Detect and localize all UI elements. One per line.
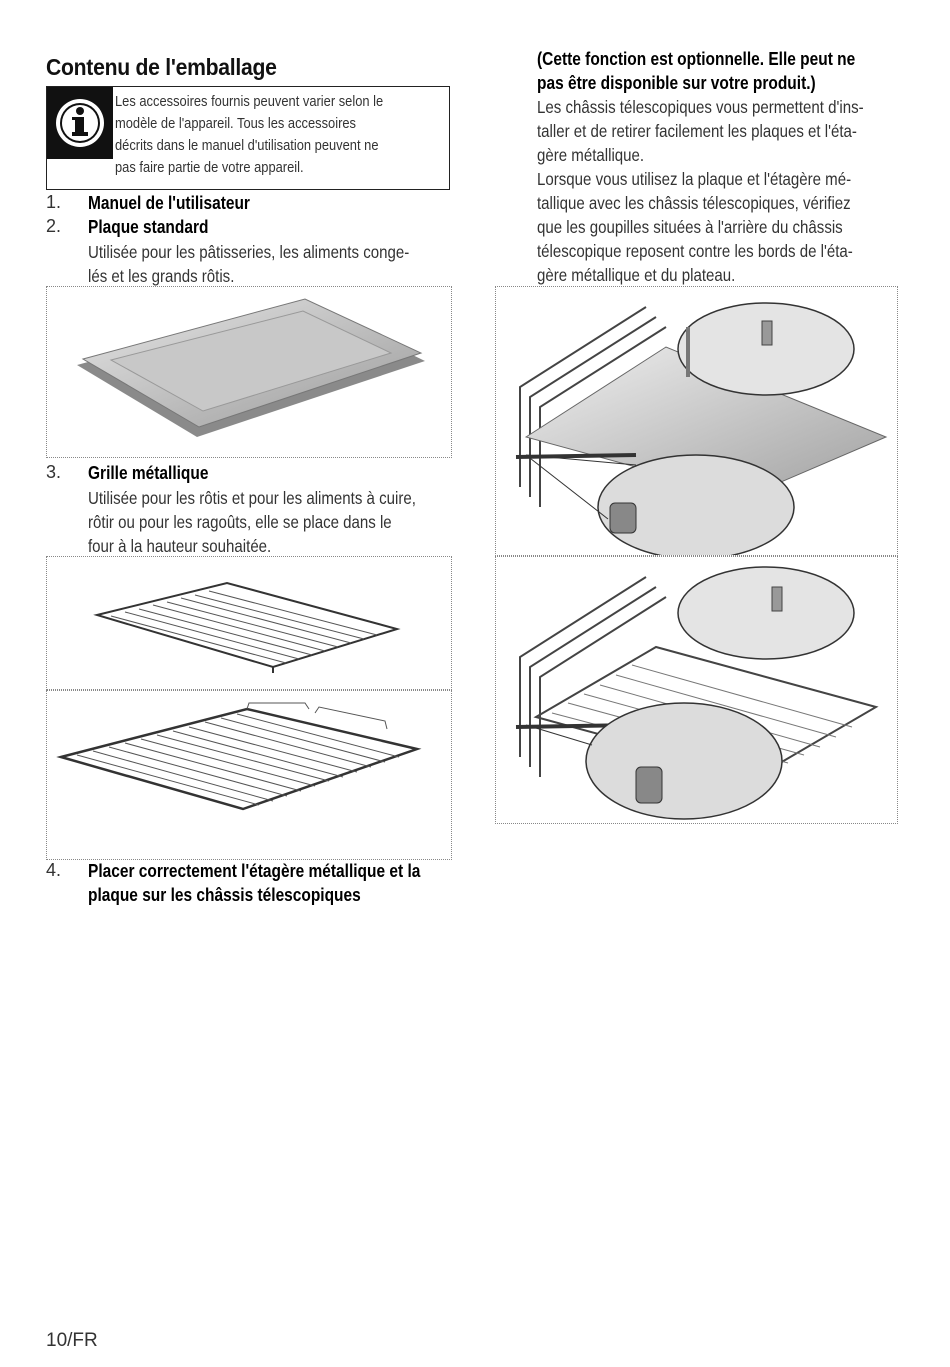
section-heading: Contenu de l'emballage	[46, 54, 277, 80]
info-icon	[47, 87, 113, 159]
page-number: 10/FR	[46, 1330, 98, 1351]
telescopic-tray-figure	[495, 286, 898, 556]
item-title: Grille métallique	[88, 463, 209, 483]
telescopic-rack-figure	[495, 556, 898, 824]
list-number: 1.	[46, 192, 62, 212]
wire-rack-figure-1	[46, 556, 452, 690]
info-line: décrits dans le manuel d'utilisation peuvent ne	[115, 137, 379, 154]
telescopic-description: Les châssis télescopiques vous permettent d'ins- taller et de retirer facilement les plaques et l'éta- gère métallique. Lorsque vous utilisez la plaque et l'étagère mé- tallique avec les châssis télescopiques, vérifiez que les goupilles situées à l'arrière du châssis télescopique reposent contre les bords de l'éta- gère métallique et du plateau.	[537, 97, 864, 285]
optional-note: (Cette fonction est optionnelle. Elle peut ne pas être disponible sur votre produit.)	[537, 49, 856, 93]
standard-tray-figure	[46, 286, 452, 458]
list-number: 4.	[46, 860, 62, 880]
info-line: modèle de l'appareil. Tous les accessoires	[115, 115, 357, 132]
info-line: pas faire partie de votre appareil.	[115, 159, 304, 176]
item-description: Utilisée pour les pâtisseries, les aliments conge- lés et les grands rôtis.	[88, 242, 410, 286]
list-number: 3.	[46, 462, 62, 482]
list-number: 2.	[46, 216, 62, 236]
info-line: Les accessoires fournis peuvent varier selon le	[115, 93, 384, 110]
item-title: Plaque standard	[88, 217, 209, 237]
item-title: Manuel de l'utilisateur	[88, 193, 250, 213]
info-box	[46, 86, 450, 190]
item-title: Placer correctement l'étagère métallique et la plaque sur les châssis télescopiques	[88, 861, 421, 905]
item-description: Utilisée pour les rôtis et pour les aliments à cuire, rôtir ou pour les ragoûts, elle se place dans le four à la hauteur souhaitée.	[88, 488, 416, 556]
wire-rack-figure-2	[46, 690, 452, 860]
